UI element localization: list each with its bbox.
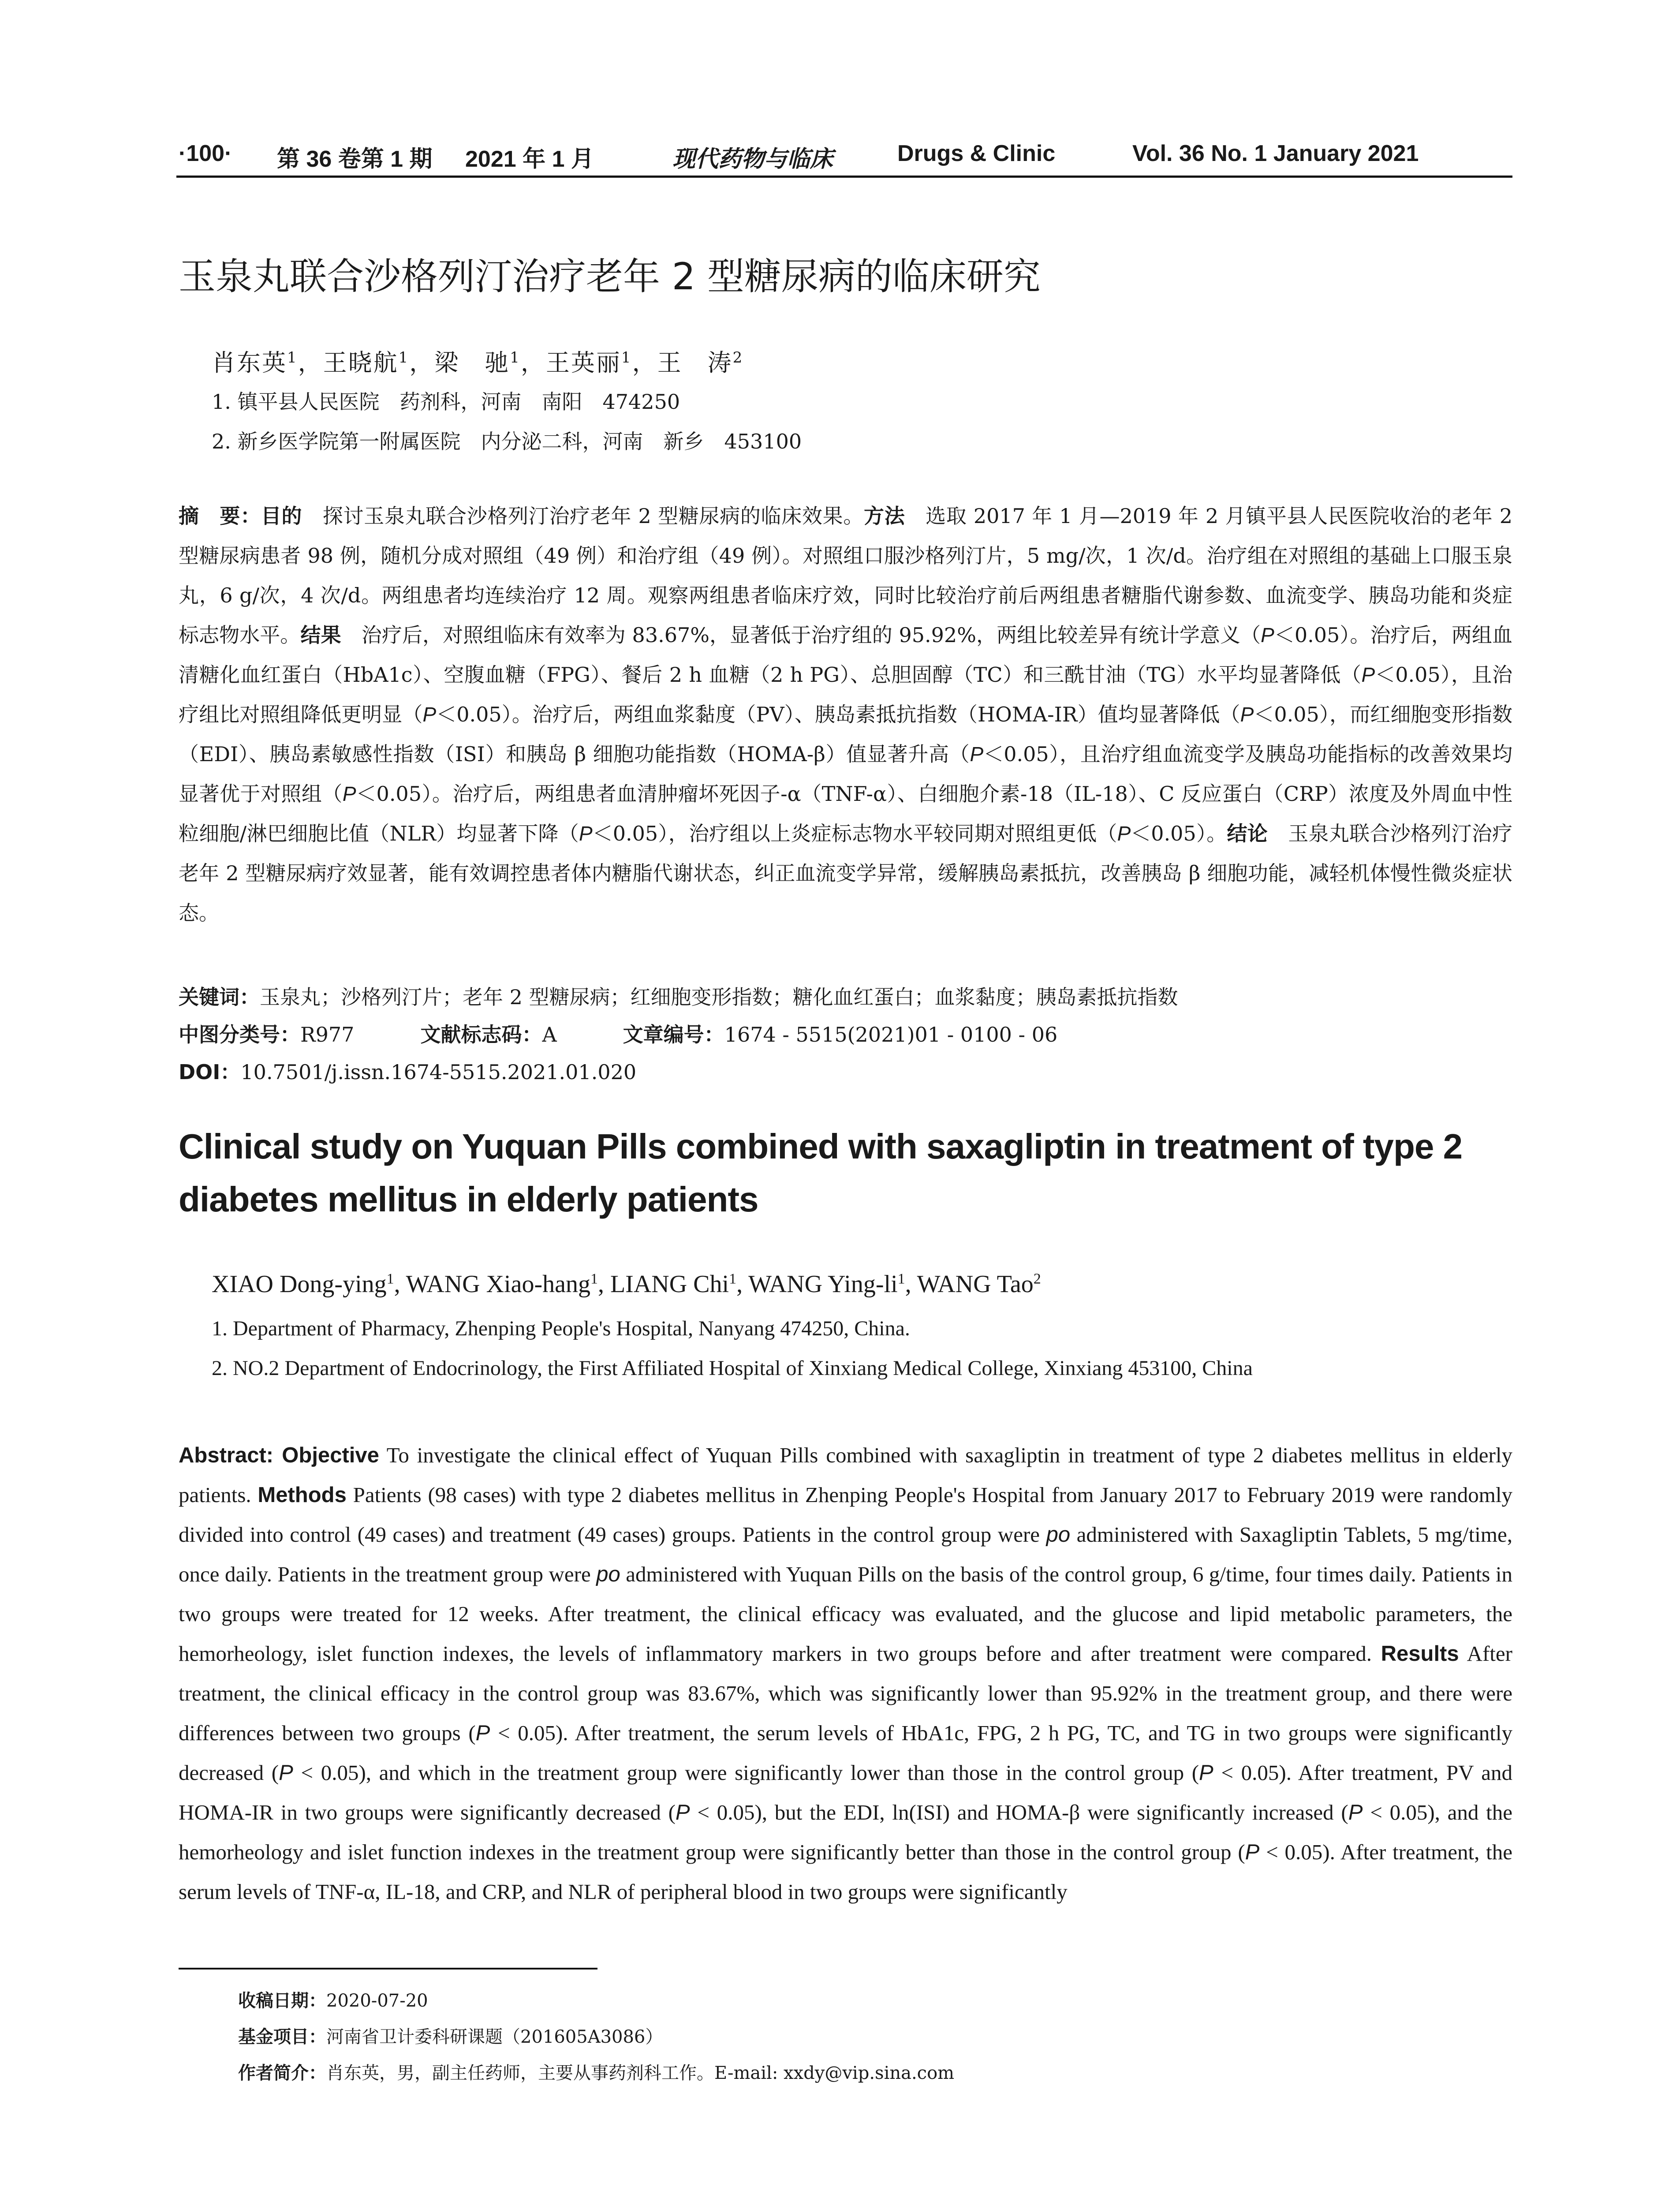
abstract-text: 选取 2017 年 1 月—2019 年 2 月镇平县人民医院收治的老年 2 型糖尿病患者 98 例，随机分成对照组（49 例）和治疗组（49 例）。对照组口服沙格列汀片，5 mg/次，1 次/d。治疗组在对照组的基础上口服玉泉丸，6 g/次，4 次/d。两组患者均连续治疗 12 周。观察两组患者临床疗效，同时比较治疗前后两组患者糖脂代谢参数、血流变学、胰岛功能和炎症标志物水平。	[179, 504, 1513, 647]
abstract-text: administered with Yuquan Pills on the basis of the control group, 6 g/time, four times daily. Patients in two groups were treated for 12 weeks. After treatment, the clinical efficacy was evaluated, and the glucose and lipid metabolic parameters, the hemorheology, islet function indexes, the levels of inflammatory markers in two groups before and after treatment were compared.	[179, 1562, 1512, 1666]
section-label: Abstract: Objective	[179, 1443, 379, 1467]
author-name: 王英丽	[545, 349, 621, 377]
author-affiliation-mark: 1	[729, 1271, 737, 1287]
abstract-text: administered with Saxagliptin Tablets, 5 mg/time, once daily. Patients in the treatment group were	[179, 1522, 1512, 1586]
author-separator: ，	[298, 349, 323, 377]
italic-term: P	[579, 822, 593, 845]
author-separator: ，	[632, 349, 657, 377]
author-affiliation-mark: 2	[732, 349, 744, 366]
italic-term: P	[1240, 703, 1254, 726]
footnote-rule	[179, 1968, 597, 1970]
section-label: 方法	[864, 504, 905, 528]
footnote-received	[238, 1987, 428, 2012]
english-affiliation-2: 2. NO.2 Department of Endocrinology, the First Affiliated Hospital of Xinxiang Medical College, Xinxiang 453100, China	[212, 1357, 1253, 1380]
section-label: Methods	[258, 1483, 347, 1507]
english-authors	[212, 1270, 1041, 1298]
abstract-text: ＜0.05）。治疗后，两组血清糖化血红蛋白（HbA1c）、空腹血糖（FPG）、餐后 2 h 血糖（2 h PG）、总胆固醇（TC）和三酰甘油（TG）水平均显著降低（	[179, 623, 1513, 687]
footnote-label: 收稿日期：	[238, 1991, 326, 2011]
classification-line	[179, 1019, 1057, 1048]
author-affiliation-mark: 2	[1033, 1271, 1041, 1287]
doi-line	[179, 1056, 636, 1085]
abstract-text: After treatment, the clinical efficacy in the control group was 83.67%, which was significantly lower than 95.92% in the treatment group, and there were differences between two groups (	[179, 1641, 1512, 1745]
italic-term: P	[1117, 822, 1131, 845]
chinese-affiliation-1: 1. 镇平县人民医院 药剂科，河南 南阳 474250	[212, 390, 680, 414]
italic-term: P	[675, 1801, 690, 1824]
clc-value: R977	[300, 1023, 355, 1046]
chinese-abstract-label: 摘 要：	[179, 504, 261, 528]
keywords-label: 关键词：	[179, 985, 260, 1009]
abstract-text: 玉泉丸联合沙格列汀治疗老年 2 型糖尿病疗效显著，能有效调控患者体内糖脂代谢状态，纠正血流变学异常，缓解胰岛素抵抗，改善胰岛 β 细胞功能，减轻机体慢性微炎症状态。	[179, 822, 1513, 925]
abstract-text: < 0.05), but the EDI, ln(ISI) and HOMA-β were significantly increased (	[690, 1800, 1348, 1824]
author-name: 肖东英	[212, 349, 287, 377]
author-separator: ,	[905, 1271, 917, 1298]
english-title: Clinical study on Yuquan Pills combined with saxagliptin in treatment of type 2 diabetes mellitus in elderly patients	[179, 1127, 1463, 1219]
italic-term: P	[1261, 624, 1274, 647]
italic-term: P	[1348, 1801, 1363, 1824]
author-name: WANG Tao	[917, 1271, 1034, 1298]
english-abstract	[179, 1435, 1512, 1912]
author-affiliation-mark: 1	[510, 349, 521, 366]
chinese-affiliation-2: 2. 新乡医学院第一附属医院 内分泌二科，河南 新乡 453100	[212, 430, 802, 453]
abstract-text: ＜0.05），且治疗组比对照组降低更明显（	[179, 663, 1512, 726]
abstract-text: ＜0.05），治疗组以上炎症标志物水平较同期对照组更低（	[592, 822, 1117, 845]
italic-term: P	[1245, 1840, 1260, 1864]
author-affiliation-mark: 1	[287, 349, 298, 366]
doi-value: 10.7501/j.issn.1674-5515.2021.01.020	[240, 1060, 637, 1084]
abstract-text: < 0.05), and the hemorheology and islet function indexes in the treatment group were significantly better than those in the control group (	[179, 1800, 1513, 1864]
italic-term: P	[422, 703, 437, 726]
author-affiliation-mark: 1	[398, 349, 410, 366]
footnote-text: 河南省卫计委科研课题（201605A3086）	[326, 2027, 663, 2047]
section-label: 结果	[300, 623, 341, 647]
doi-label: DOI：	[179, 1060, 241, 1084]
footnote-author-bio	[238, 2059, 954, 2084]
english-affiliation-1: 1. Department of Pharmacy, Zhenping People's Hospital, Nanyang 474250, China.	[212, 1317, 910, 1340]
author-name: WANG Ying-li	[748, 1271, 898, 1298]
abstract-text: ＜0.05）。治疗后，两组患者血清肿瘤坏死因子-α（TNF-α）、白细胞介素-18（IL-18）、C 反应蛋白（CRP）浓度及外周血中性粒细胞/淋巴细胞比值（NLR）均显著下降（	[179, 782, 1513, 845]
author-name: 王晓航	[323, 349, 399, 377]
section-label: 目的	[261, 504, 302, 528]
footnote-text: 2020-07-20	[326, 1991, 428, 2011]
abstract-text: To investigate the clinical effect of Yuquan Pills combined with saxagliptin in treatment of type 2 diabetes mellitus in elderly patients.	[179, 1443, 1512, 1507]
journal-name-cn: 现代药物与临床	[672, 146, 833, 172]
abstract-text: ＜0.05），且治疗组血流变学及胰岛功能指标的改善效果均显著优于对照组（	[179, 742, 1513, 806]
chinese-authors	[212, 344, 743, 378]
italic-term: P	[1361, 663, 1375, 686]
article-id-label: 文章编号：	[623, 1023, 724, 1046]
abstract-text: < 0.05). After treatment, PV and HOMA-IR in two groups were significantly decreased (	[179, 1760, 1512, 1824]
author-affiliation-mark: 1	[590, 1271, 598, 1287]
author-separator: ,	[597, 1271, 610, 1298]
author-affiliation-mark: 1	[897, 1271, 905, 1287]
abstract-text: < 0.05), and which in the treatment group were significantly lower than those in the control group (	[293, 1760, 1199, 1785]
abstract-text: 探讨玉泉丸联合沙格列汀治疗老年 2 型糖尿病的临床效果。	[302, 504, 864, 528]
italic-term: po	[1046, 1523, 1071, 1547]
author-name: WANG Xiao-hang	[406, 1271, 590, 1298]
abstract-text: ＜0.05）。治疗后，两组血浆黏度（PV）、胰岛素抵抗指数（HOMA-IR）值均显著降低（	[436, 703, 1240, 726]
author-separator: ，	[520, 349, 546, 377]
journal-name-en: Drugs & Clinic	[897, 141, 1056, 166]
footnote-label: 作者简介：	[238, 2063, 326, 2083]
author-separator: ，	[409, 349, 435, 377]
volume-issue-en: Vol. 36 No. 1 January 2021	[1132, 141, 1419, 166]
clc-label: 中图分类号：	[179, 1023, 300, 1046]
abstract-text: Patients (98 cases) with type 2 diabetes mellitus in Zhenping People's Hospital from January 2017 to February 2019 were randomly divided into control (49 cases) and treatment (49 cases) groups. Patients in the control group were	[179, 1483, 1512, 1547]
chinese-title: 玉泉丸联合沙格列汀治疗老年 2 型糖尿病的临床研究	[179, 255, 1041, 298]
author-name: LIANG Chi	[610, 1271, 729, 1298]
author-name: 梁 驰	[434, 349, 510, 377]
date-cn: 2021 年 1 月	[465, 146, 594, 172]
abstract-text: ＜0.05），而红细胞变形指数（EDI）、胰岛素敏感性指数（ISI）和胰岛 β 细胞功能指数（HOMA-β）值显著升高（	[179, 703, 1513, 766]
section-label: Results	[1381, 1642, 1459, 1666]
author-separator: ,	[736, 1271, 749, 1298]
doc-code-value: A	[542, 1023, 557, 1046]
page-number: ·100·	[179, 141, 232, 166]
author-affiliation-mark: 1	[386, 1271, 394, 1287]
chinese-abstract-body	[179, 504, 1512, 925]
footnote-text: 肖东英，男，副主任药师，主要从事药剂科工作。E-mail: xxdy@vip.sina.com	[326, 2063, 955, 2083]
italic-term: P	[970, 743, 984, 766]
author-name: 王 涛	[657, 349, 733, 377]
chinese-keywords	[179, 981, 1178, 1010]
abstract-text: ＜0.05）。	[1131, 822, 1227, 845]
abstract-text: < 0.05). After treatment, the serum levels of TNF-α, IL-18, and CRP, and NLR of peripheral blood in two groups were significantly	[179, 1840, 1512, 1904]
footnote-label: 基金项目：	[238, 2027, 326, 2047]
doc-code-label: 文献标志码：	[420, 1023, 542, 1046]
author-affiliation-mark: 1	[621, 349, 632, 366]
italic-term: P	[279, 1761, 293, 1785]
section-label: 结论	[1227, 822, 1268, 845]
footnote-funding	[238, 2023, 663, 2048]
abstract-text: 治疗后，对照组临床有效率为 83.67%，显著低于治疗组的 95.92%，两组比较差异有统计学意义（	[341, 623, 1261, 647]
author-separator: ,	[394, 1271, 406, 1298]
italic-term: po	[596, 1562, 620, 1586]
italic-term: P	[475, 1721, 490, 1745]
keywords-text: 玉泉丸；沙格列汀片；老年 2 型糖尿病；红细胞变形指数；糖化血红蛋白；血浆黏度；胰岛素抵抗指数	[260, 985, 1178, 1009]
italic-term: P	[342, 782, 356, 805]
header-rule	[176, 176, 1512, 178]
chinese-abstract	[179, 496, 1512, 933]
volume-issue-cn: 第 36 卷第 1 期	[277, 146, 433, 172]
author-name: XIAO Dong-ying	[212, 1271, 387, 1298]
abstract-text: < 0.05). After treatment, the serum levels of HbA1c, FPG, 2 h PG, TC, and TG in two groups were significantly decreased (	[179, 1721, 1512, 1785]
article-id-value: 1674 - 5515(2021)01 - 0100 - 06	[724, 1023, 1058, 1046]
italic-term: P	[1199, 1761, 1213, 1785]
